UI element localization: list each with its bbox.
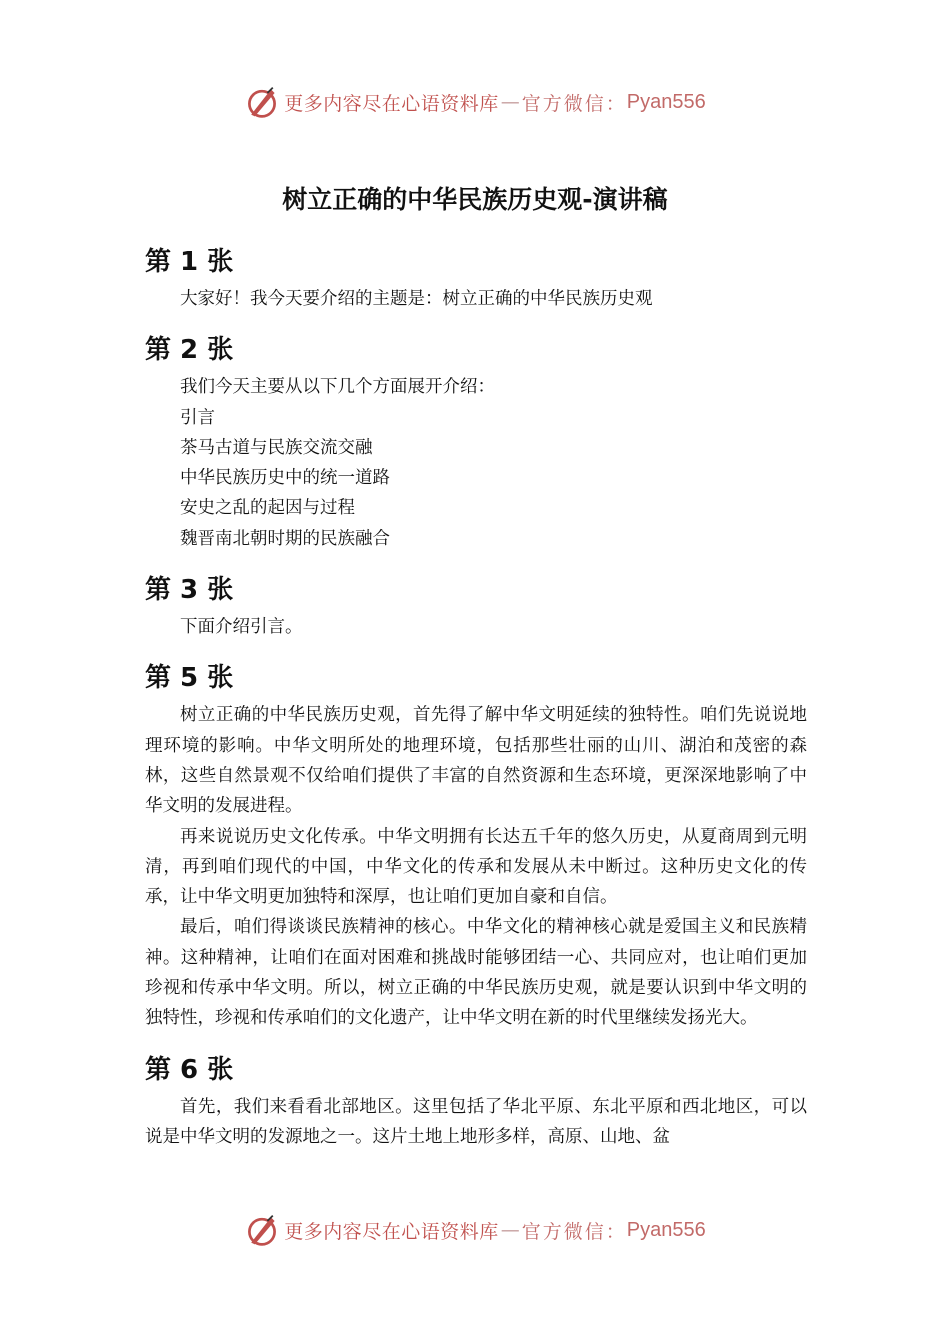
paragraph: 大家好！我今天要介绍的主题是：树立正确的中华民族历史观 [180, 289, 653, 309]
list-item: 引言 [180, 407, 215, 428]
slide-section [145, 568, 807, 642]
slide-heading: 第 1 张 [145, 247, 234, 277]
banner-text: 更多内容尽在心语资料库 [284, 1220, 499, 1243]
paragraph: 树立正确的中华民族历史观，首先得了解中华文明延续的独特性。咱们先说说地理环境的影响。中华文明所处的地理环境，包括那些壮丽的山川、湖泊和茂密的森林，这些自然景观不仅给咱们提供了丰富的自然资源和生态环境，更深深地影响了中华文明的发展进程。 [145, 705, 807, 817]
list-item: 中华民族历史中的统一道路 [180, 468, 390, 489]
document-title: 树立正确的中华民族历史观-演讲稿 [282, 185, 668, 214]
list-item: 魏晋南北朝时期的民族融合 [180, 528, 390, 549]
paragraph: 最后，咱们得谈谈民族精神的核心。中华文化的精神核心就是爱国主义和民族精神。这种精神，让咱们在面对困难和挑战时能够团结一心、共同应对，也让咱们更加珍视和传承中华文明。所以，树立正确的中华民族历史观，就是要认识到中华文明的独特性，珍视和传承咱们的文化遗产，让中华文明在新的时代里继续发扬光大。 [145, 917, 807, 1029]
paragraph: 下面介绍引言。 [180, 617, 303, 638]
banner-dash: — [500, 1219, 520, 1241]
slide-heading: 第 6 张 [145, 1054, 234, 1085]
header-watermark-banner [0, 82, 950, 122]
banner-wechat-id: Pyan556 [626, 90, 706, 113]
slide-section [145, 240, 807, 314]
quill-pen-logo-icon [244, 84, 280, 120]
slide-heading: 第 5 张 [145, 663, 234, 694]
list-item: 安史之乱的起因与过程 [180, 498, 355, 519]
slide-heading: 第 3 张 [145, 575, 234, 606]
banner-wechat-id: Pyan556 [626, 1218, 706, 1241]
banner-dash: — [500, 91, 520, 113]
paragraph: 首先，我们来看看北部地区。这里包括了华北平原、东北平原和西北地区，可以说是中华文明的发源地之一。这片土地上地形多样，高原、山地、盆 [145, 1096, 807, 1147]
slide-heading: 第 2 张 [145, 335, 234, 366]
paragraph: 我们今天主要从以下几个方面展开介绍： [180, 377, 495, 398]
slide-section [145, 1048, 807, 1153]
list-item: 茶马古道与民族交流交融 [180, 437, 373, 458]
banner-wechat-label: 官方微信： [521, 1220, 627, 1243]
quill-pen-logo-icon [244, 1212, 280, 1248]
banner-wechat-label: 官方微信： [521, 92, 627, 115]
document-body [145, 240, 807, 1166]
slide-section [145, 328, 807, 554]
footer-watermark-banner [0, 1210, 950, 1250]
paragraph: 再来说说历史文化传承。中华文明拥有长达五千年的悠久历史，从夏商周到元明清，再到咱们现代的中国，中华文化的传承和发展从未中断过。这种历史文化的传承，让中华文明更加独特和深厚，也让咱们更加自豪和自信。 [145, 826, 807, 908]
banner-text: 更多内容尽在心语资料库 [284, 92, 499, 115]
slide-section [145, 656, 807, 1033]
